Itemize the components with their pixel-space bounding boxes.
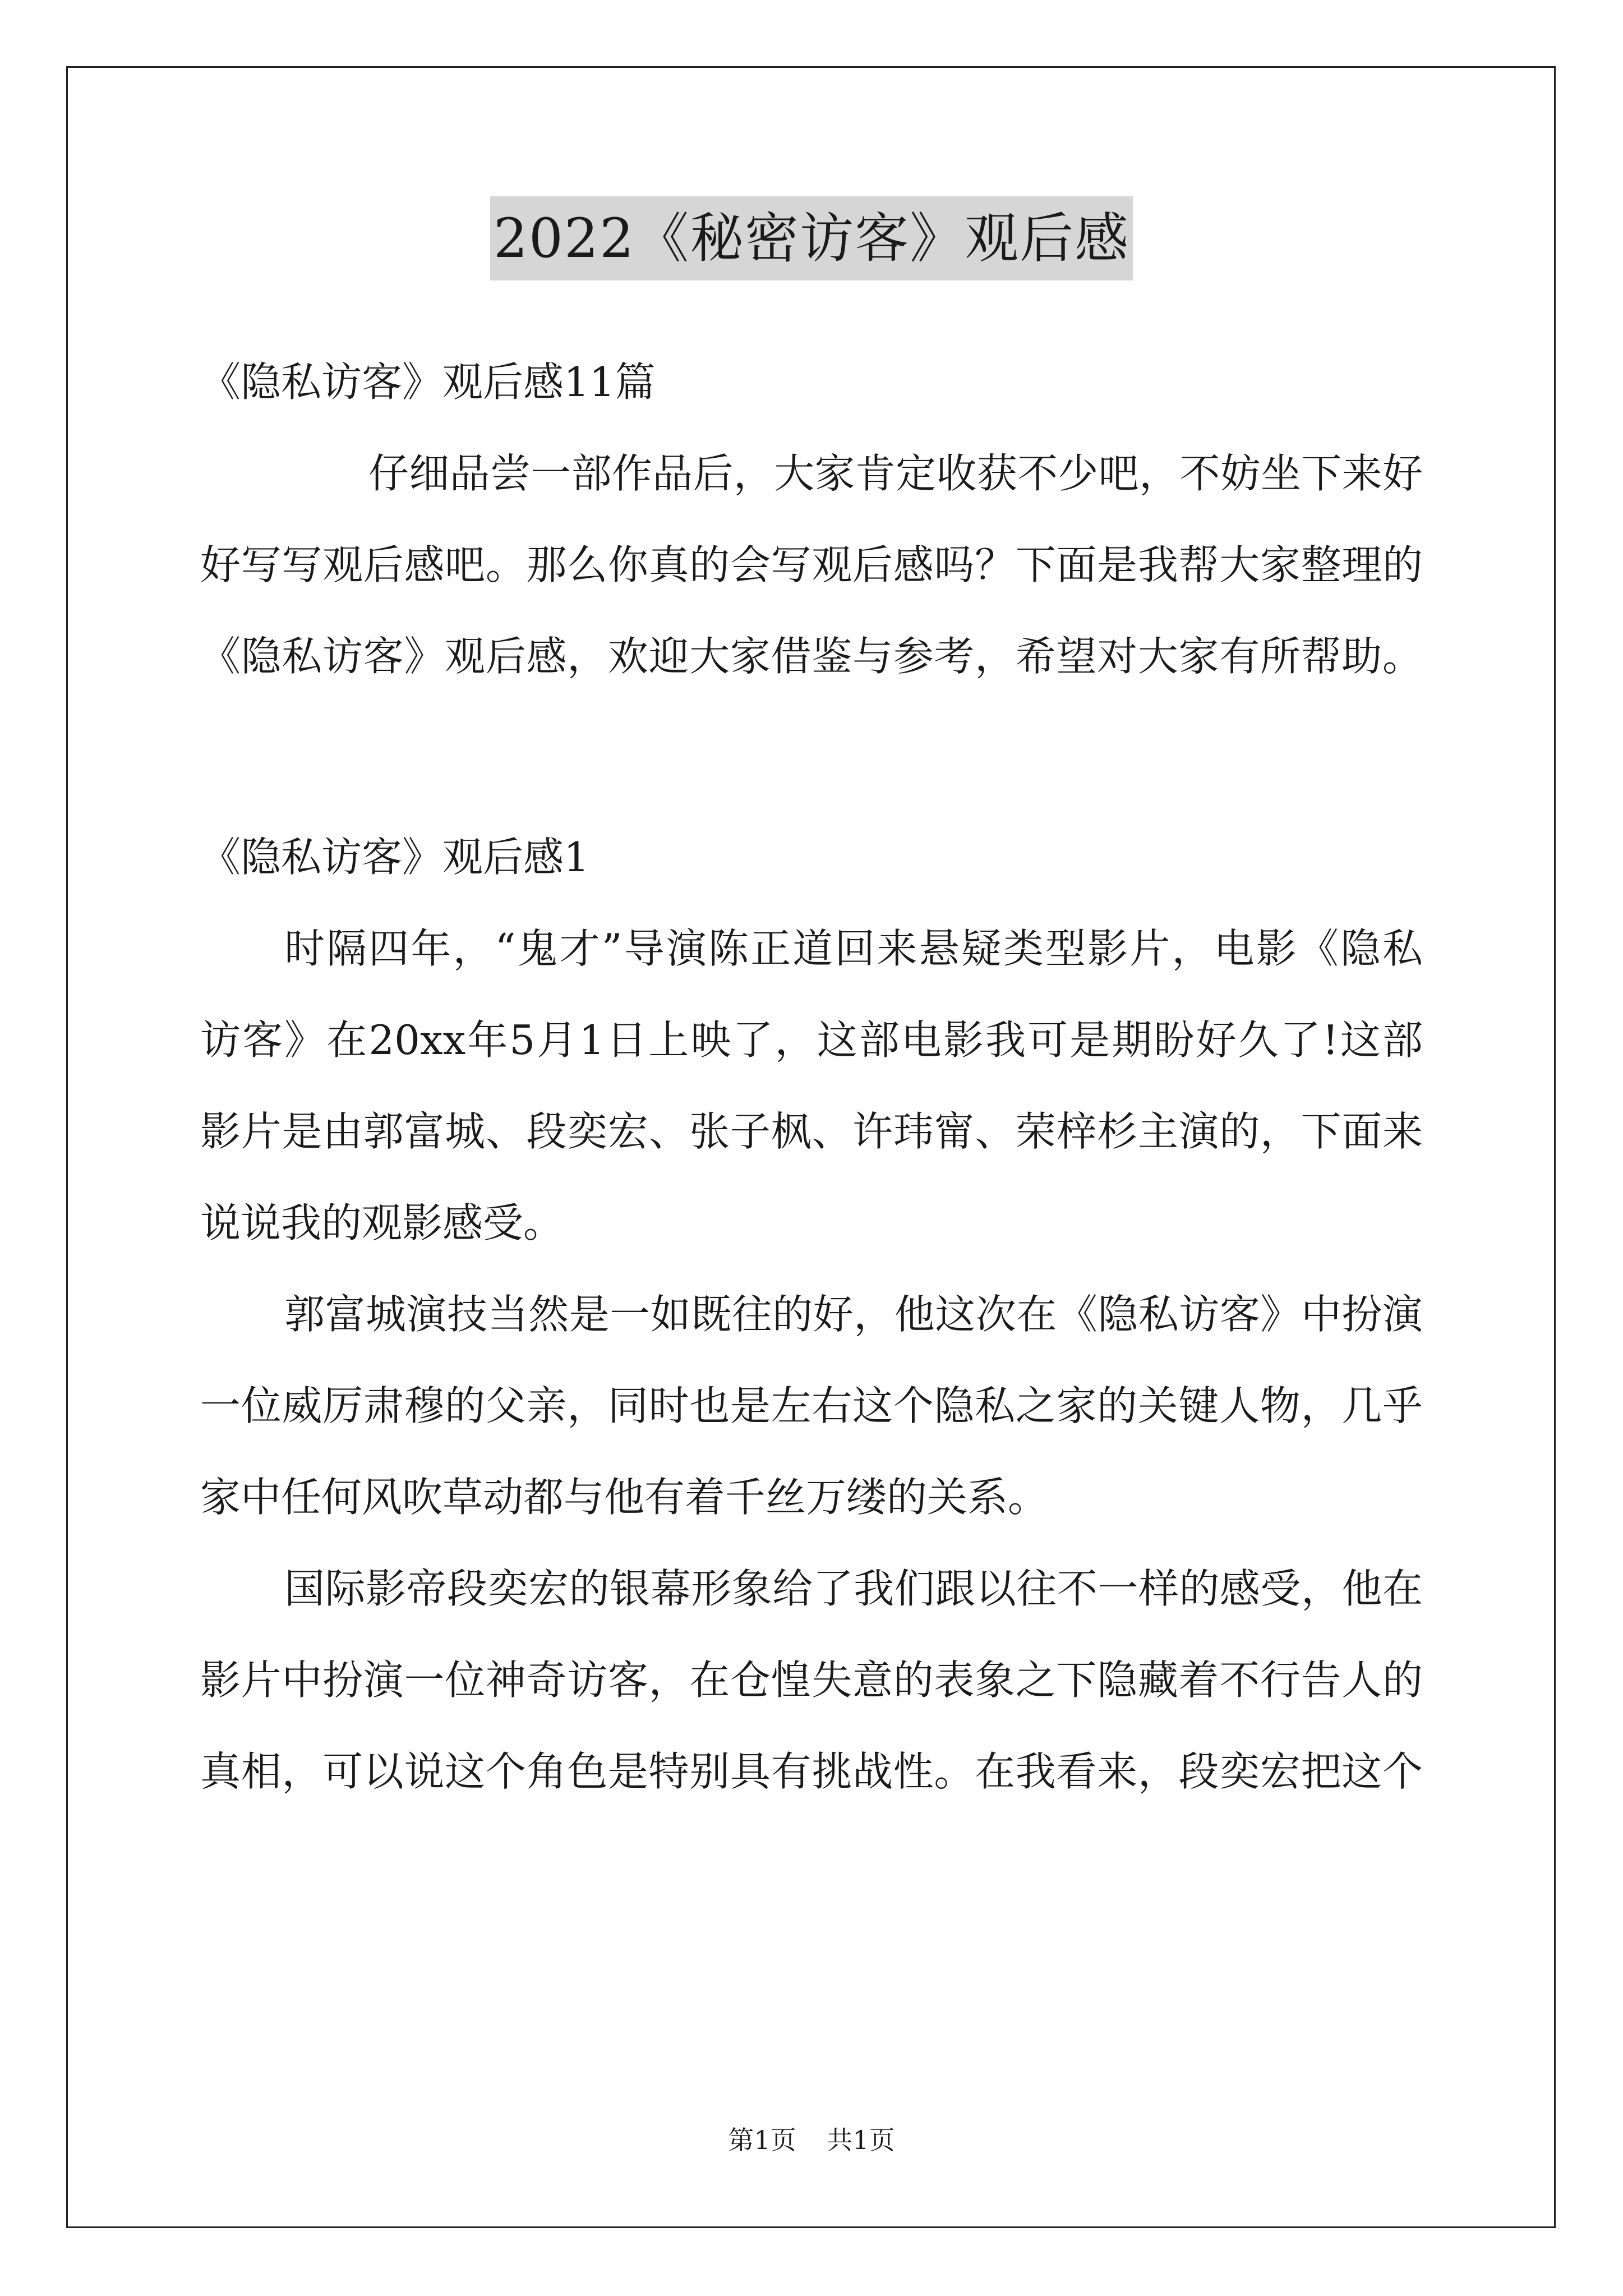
intro-paragraph <box>200 428 1423 702</box>
paragraph-line: 影片是由郭富城、段奕宏、张子枫、许玮甯、荣梓杉主演的，下面来 <box>200 1108 1423 1155</box>
intro-line: 好写写观后感吧。那么你真的会写观后感吗？下面是我帮大家整理的 <box>200 541 1423 588</box>
paragraph-line: 影片中扮演一位神奇访客，在仓惶失意的表象之下隐藏着不行告人的 <box>200 1657 1423 1704</box>
paragraph-line: 国际影帝段奕宏的银幕形象给了我们跟以往不一样的感受，他在 <box>284 1565 1423 1612</box>
paragraph-line: 访客》在20xx年5月1日上映了，这部电影我可是期盼好久了!这部 <box>200 1016 1423 1064</box>
section-heading: 《隐私访客》观后感1 <box>200 834 589 881</box>
title-container <box>0 196 1623 280</box>
page-footer: 第1页 共1页 <box>728 2125 895 2155</box>
intro-line: 仔细品尝一部作品后，大家肯定收获不少吧，不妨坐下来好 <box>368 450 1423 497</box>
paragraph-line: 一位威厉肃穆的父亲，同时也是左右这个隐私之家的关键人物，几乎 <box>200 1382 1423 1429</box>
paragraph-2 <box>200 1269 1423 1543</box>
paragraph-1 <box>200 903 1423 1269</box>
paragraph-line: 真相，可以说这个角色是特别具有挑战性。在我看来，段奕宏把这个 <box>200 1748 1423 1795</box>
paragraph-line: 时隔四年，“鬼才”导演陈正道回来悬疑类型影片，电影《隐私 <box>284 925 1423 972</box>
paragraph-line: 说说我的观影感受。 <box>200 1199 564 1246</box>
document-body <box>200 337 1423 1818</box>
subtitle: 《隐私访客》观后感11篇 <box>200 358 656 406</box>
blank-line <box>200 702 1423 812</box>
paragraph-3 <box>200 1543 1423 1818</box>
paragraph-line: 家中任何风吹草动都与他有着千丝万缕的关系。 <box>200 1474 1049 1521</box>
intro-line: 《隐私访客》观后感，欢迎大家借鉴与参考，希望对大家有所帮助。 <box>200 633 1423 680</box>
paragraph-line: 郭富城演技当然是一如既往的好，他这次在《隐私访客》中扮演 <box>284 1291 1423 1338</box>
document-title: 2022《秘密访客》观后感 <box>490 196 1133 280</box>
